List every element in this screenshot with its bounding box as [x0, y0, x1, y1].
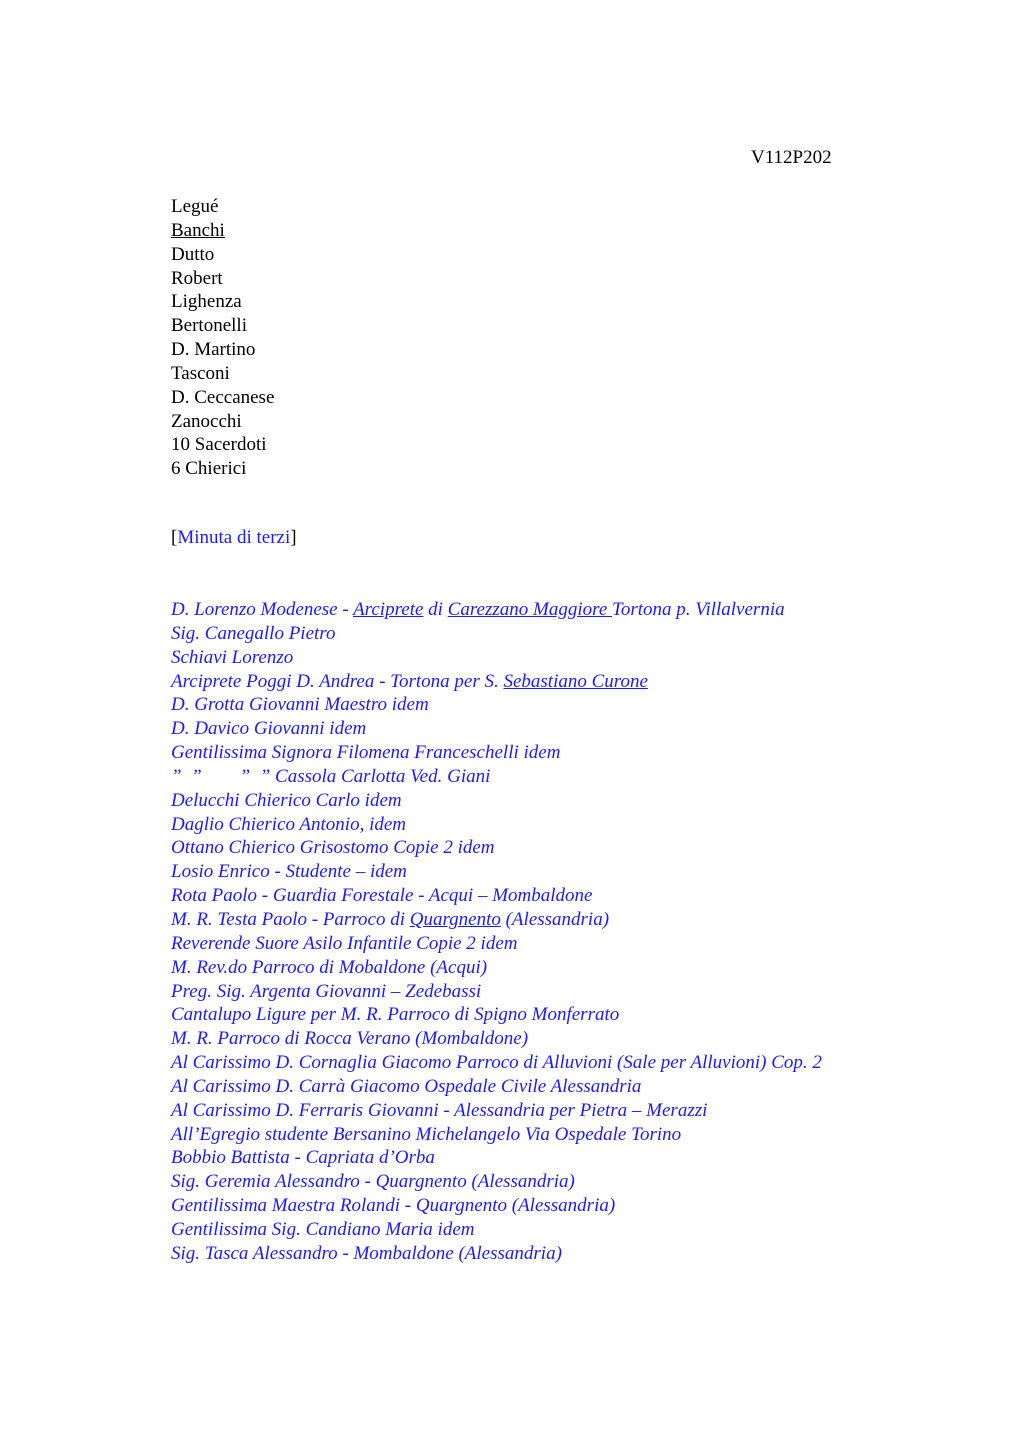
address-underlined: Arciprete — [353, 599, 424, 620]
names-list — [171, 195, 274, 481]
addresses-list — [171, 598, 822, 1266]
note-text: Minuta di terzi — [177, 527, 291, 548]
address-text: D. Lorenzo Modenese - — [171, 599, 354, 620]
list-item: Delucchi Chierico Carlo idem — [171, 789, 402, 811]
note-close-bracket: ] — [290, 527, 297, 548]
list-item: D. Davico Giovanni idem — [171, 718, 367, 740]
list-item: 10 Sacerdoti — [171, 434, 267, 456]
list-item: Tasconi — [171, 362, 230, 384]
list-item: Lighenza — [171, 291, 242, 313]
address-text: M. R. Testa Paolo - Parroco di — [171, 908, 410, 930]
list-item: D. Martino — [171, 339, 256, 361]
address-text: (Alessandria) — [500, 908, 610, 930]
list-item: M. R. Parroco di Rocca Verano (Mombaldone) — [171, 1028, 529, 1050]
note-open-bracket: [ — [171, 527, 178, 548]
address-underlined: Quargnento — [409, 908, 501, 930]
list-item: Gentilissima Sig. Candiano Maria idem — [171, 1218, 475, 1240]
list-item: Dutto — [171, 243, 215, 265]
address-text: di — [423, 599, 448, 620]
list-item: Al Carissimo D. Ferraris Giovanni - Alessandria per Pietra – Merazzi — [171, 1099, 708, 1121]
list-item: Al Carissimo D. Carrà Giacomo Ospedale Civile Alessandria — [171, 1075, 642, 1097]
list-item: Losio Enrico - Studente – idem — [171, 861, 407, 883]
list-item: Sig. Geremia Alessandro - Quargnento (Alessandria) — [171, 1171, 575, 1193]
list-item: Cantalupo Ligure per M. R. Parroco di Spigno Monferrato — [171, 1004, 620, 1026]
address-underlined: Sebastiano Curone — [503, 670, 648, 692]
list-item: Zanocchi — [171, 410, 242, 432]
list-item: Legué — [171, 196, 219, 217]
list-item: Daglio Chierico Antonio, idem — [171, 813, 407, 835]
list-item: Sig. Tasca Alessandro - Mombaldone (Alessandria) — [171, 1242, 562, 1264]
list-item — [171, 670, 822, 694]
list-item: Rota Paolo - Guardia Forestale - Acqui – Mombaldone — [171, 885, 593, 907]
list-item: Bobbio Battista - Capriata d’Orba — [171, 1147, 435, 1169]
list-item: Sig. Canegallo Pietro — [171, 622, 336, 644]
list-item: Al Carissimo D. Cornaglia Giacomo Parroco di Alluvioni (Sale per Alluvioni) Cop. 2 — [171, 1052, 822, 1074]
address-text: Tortona p. Villalvernia — [612, 599, 785, 620]
list-item: D. Ceccanese — [171, 386, 275, 408]
page-identifier: V112P202 — [751, 147, 832, 168]
list-item: Gentilissima Signora Filomena Franceschelli idem — [171, 742, 561, 764]
list-item — [171, 908, 822, 932]
list-item: All’Egregio studente Bersanino Michelangelo Via Ospedale Torino — [171, 1123, 682, 1145]
list-item: Bertonelli — [171, 315, 247, 337]
list-item — [171, 598, 822, 622]
list-item: Gentilissima Maestra Rolandi - Quargnento (Alessandria) — [171, 1195, 616, 1217]
list-item: Robert — [171, 267, 223, 289]
list-item: Reverende Suore Asilo Infantile Copie 2 idem — [171, 932, 518, 954]
list-item: M. Rev.do Parroco di Mobaldone (Acqui) — [171, 956, 488, 978]
list-item: 6 Chierici — [171, 458, 247, 480]
address-text: Arciprete Poggi D. Andrea - Tortona per S. — [171, 670, 504, 692]
list-item: Schiavi Lorenzo — [171, 646, 294, 668]
list-item: Ottano Chierico Grisostomo Copie 2 idem — [171, 837, 495, 859]
list-item: ” ” ” ” Cassola Carlotta Ved. Giani — [171, 765, 491, 787]
editorial-note — [171, 526, 297, 550]
address-underlined: Carezzano Maggiore — [447, 599, 612, 620]
list-item: D. Grotta Giovanni Maestro idem — [171, 694, 429, 716]
list-item: Banchi — [171, 219, 225, 241]
list-item: Preg. Sig. Argenta Giovanni – Zedebassi — [171, 980, 482, 1002]
